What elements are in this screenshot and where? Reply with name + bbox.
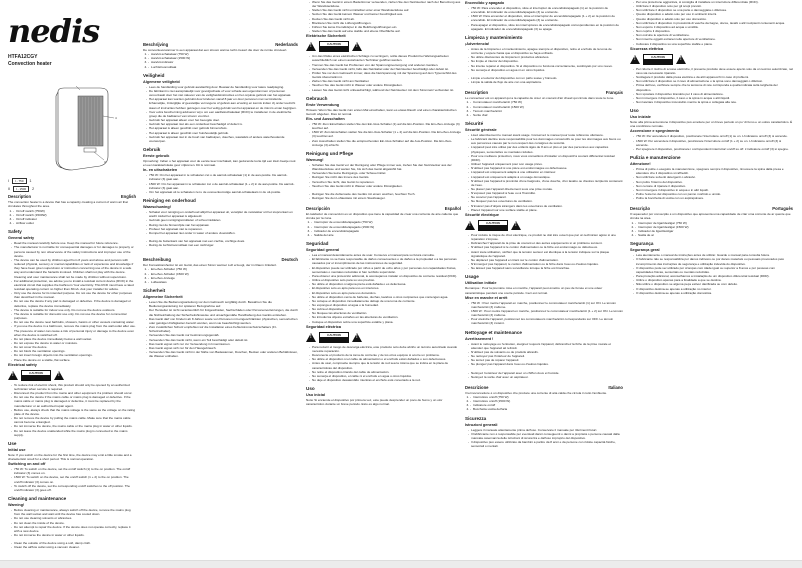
warning-triangle-icon: ! xyxy=(306,333,316,342)
heater-illustration xyxy=(8,86,136,176)
warning-triangle-icon: ! xyxy=(676,55,686,64)
heater-drawing-icon xyxy=(8,86,136,176)
general-safety-heading: Sécurité générale xyxy=(465,127,497,132)
initial-use-heading: Uso inicial xyxy=(306,393,325,398)
safety-heading: Sécurité xyxy=(465,120,484,126)
switch-legend-2: II I - 1500 2 xyxy=(8,187,35,192)
switching-heading: Ein- und Ausschalten xyxy=(306,116,345,121)
initial-use-heading: Uso iniziale xyxy=(630,115,651,120)
caution-label: CAUTION xyxy=(21,370,51,381)
initial-use-heading: Utilisation initiale xyxy=(465,281,497,286)
warning-heading: Attenzione! xyxy=(630,162,651,167)
section-header-italian: Descrizione Italiano xyxy=(465,384,623,390)
column-english: nedis HTFA12CGY Convection heater 4 3 I I - 750 1 II I - 1500 2 Description English The convection heater is a device that has a capacity creating a current of warm air that circulates throughout the area. - 1. On/off switch (750W) - 2. On/off switch (1500W) - 3. On/off indicator - 4. Airflow outlet Safety General safety - Read the manual carefully before use. Keep the manual for future reference. - The manufacturer is not liable for consequential damages or for damages to property or persons caused by non observance of the safety instructions and improper use of the device. - The device can be used by children aged from 8 years and above and persons with reduced physical, sensory or mental capabilities or lack of experience and knowledge if they have been given supervision or instruction concerning use of the device in a safe way and understand the hazards involved. Children shall not play with the device. Cleaning and user maintenance shall not be made by children without supervision. - For additional protection, we advise you to install a residual current device (RCD) in the electrical circuit that supplies the bathroom Your electricity. This RCD must have a rated residual operating current no higher than 30mA. Ask your installer for advice. - Only use the device for its intended purpose. Do not use the device for other purposes than described in the manual. - Do not use the device if any part is damaged or defective. If the device is damaged or defective, replace the device immediately. - The device is suitable for indoor use only. Do not use the device outdoors. - The device is suitable for domestic use only. Do not use the device for commercial purposes. - Do not use the device near bathtubs, showers, basins or other vessels containing water. - If you use the device in a bathroom, remove the mains plug from the wall outlet after use. The presence of water can cause a risk of personal injury or damage to the device even when the device is switched off. - Do not place the device immediately below a wall socket. - Do not expose the device to water or moisture. - Do not cover the device. - Do not block the ventilation openings. - Do not insert foreign objects into the ventilation openings. - Place the device on a stable, flat surface. Electrical safety ! CAUTION ! - To reduce risk of electric shock, this product should only be opened by an authorized technician when service is required. - Disconnect the product from the mains and other equipment if a problem should occur. - Do not use the device if the mains cable or mains plug is damaged or defective. If the mains cable or mains plug is damaged or defective, it must be replaced by the manufacturer or an authorized repair agent. - Before use, always check that the mains voltage is the same as the voltage on the rating plate of the device. - Do not remove the device by pulling the mains cable. Make sure that the mains cable cannot become entangled. - Do not immerse the device, the mains cable or the mains plug in water or other liquids. - Do not leave the device unattended while the mains plug is connected to the mains supply. Use Initial use Note: If you switch on the device for the first time, the device may emit a little smoke and a characteristic smell for a short period. This is normal operation. Switching on and off - 750 W: To switch on the device, set the on/off switch (1) to the on position. The on/off indicator (3) comes on. - 1500 W: To switch on the device, set the on/off switch (1 + 2) to the on position. The on/off indicator (3) comes on. - To switch off the device, set the corresponding on/off switches to the off position. The on/off indicator (3) goes off. Cleaning and maintenance Warning! - Before cleaning or maintenance, always switch off the device, remove the mains plug from the wall socket and wait until the device has cooled down. - Do not use cleaning solvents or abrasives. - Do not clean the inside of the device. - Do not attempt to repair the device. If the device does not operate correctly, replace it with a new device. - Do not immerse the device in water or other liquids. - Clean the outside of the device using a soft, damp cloth. - Clean the airflow outlet using a vacuum cleaner. xyxy=(8,0,136,549)
electrical-safety-heading: Seguridad eléctrica xyxy=(306,324,342,329)
language-label: Italiano xyxy=(608,384,623,390)
safety-heading: Seguridad xyxy=(306,241,329,247)
safety-heading: Sicurezza xyxy=(465,415,487,421)
cleaning-heading: Cleaning and maintenance xyxy=(8,496,67,502)
warning-triangle-icon: ! xyxy=(306,42,316,51)
caution-label: CAUTION xyxy=(319,41,349,52)
general-safety-list: - Read the manual carefully before use. Keep the manual for future reference. - The manufacturer is not liable for consequential damages or for damages to property or persons caused by non observance of the safety instructions and improper use of the device. - The device can be used by children aged from 8 years and above and persons with reduced physical, sensory or mental capabilities or lack of experience and knowledge if they have been given supervision or instruction concerning use of the device in a safe way and understand the hazards involved. Children shall not play with the device. Cleaning and user maintenance shall not be made by children without supervision. - For additional protection, we advise you to install a residual current device (RCD) in the electrical circuit that supplies the bathroom Your electricity. This RCD must have a rated residual operating current no higher than 30mA. Ask your installer for advice. - Only use the device for its intended purpose. Do not use the device for other purposes than described in the manual. - Do not use the device if any part is damaged or defective. If the device is damaged or defective, replace the device immediately. - The device is suitable for indoor use only. Do not use the device outdoors. - The device is suitable for domestic use only. Do not use the device for commercial purposes. - Do not use the device near bathtubs, showers, basins or other vessels containing water. - If you use the device in a bathroom, remove the mains plug from the wall outlet after use. The presence of water can cause a risk of personal injury or damage to the device even when the device is switched off. - Do not place the device immediately below a wall socket. - Do not expose the device to water or moisture. - Do not cover the device. - Do not block the ventilation openings. - Do not insert foreign objects into the ventilation openings. - Place the device on a stable, flat surface. xyxy=(8,241,136,362)
use-heading: Gebrauch xyxy=(306,95,328,101)
initial-use-heading: Erste Verwendung xyxy=(306,102,340,107)
cleaning-list: - Before cleaning or maintenance, always switch off the device, remove the mains plug from the wall socket and wait until the device has cooled down. - Do not use cleaning solvents or abrasives. - Do not clean the inside of the device. - Do not attempt to repair the device. If the device does not operate correctly, replace it with a new device. - Do not immerse the device in water or other liquids. xyxy=(8,508,136,537)
safety-heading: Sicherheit xyxy=(143,288,166,294)
column-italian-portuguese-danish: - Per una protezione aggiuntiva, si consiglia di installare un interruttore differenziale (RCD). - Utilizzare il dispositivo solo per gli scopi previsti. - Non utilizzare il dispositivo se una parte è danneggiata o difettosa. - Questo dispositivo è adatto solo per uso in ambienti interni. - Questo dispositivo è adatto solo per uso domestico. - Non utilizzare il dispositivo in prossimità di vasche da bagno, docce, lavabi o altri recipienti contenenti acqua. - Non esporre il dispositivo ad acqua o umidità. - Non coprire il dispositivo. - Non ostruire le aperture di ventilazione. - Non inserire oggetti estranei nelle aperture di ventilazione. - Collocare il dispositivo su una superficie stabile e piana. Sicurezza elettrica ! CAUTION ! - Per ridurre il rischio di scosse elettriche, il presente prodotto deve essere aperto solo da un tecnico autorizzato, nel caso sia necessario riparario. - Scollegare il prodotto dalla presa elettrica e da altri apparecchi in caso di problemi. - Non utilizzare il dispositivo se il cavo di alimentazione o la spina sono danneggiati o difettosi. - Prima dell'uso, verificare sempre che la tensione di rete corrisponda a quella indicata sulla targhetta del dispositivo. - Non spostare il dispositivo tirandolo per il cavo di alimentazione. - Non immergere il dispositivo, il cavo o la spina in acqua o altri liquidi. - Non lasciare il dispositivo incustodito mentre la spina è collegata alla rete. Uso Uso iniziale Nota: alla prima accensione il dispositivo può emettere per un breve periodo un po' di fumo e un odore caratteristico. È una condizione normale. Accensione e spegnimento - 750 W: Per accendere il dispositivo, posizionare l'interruttore on/off (1) su on. L'indicatore on/off (3) si accende. - 1500 W: Per accendere il dispositivo, posizionare l'interruttore on/off (1 + 2) su on. L'indicatore on/off (3) si accende. - Per spegnere il dispositivo, posizionare i corrispondenti interruttori on/off su off. L'indicatore on/off (3) si spegne. Pulizia e manutenzione Attenzione! - Prima di pulire o eseguire la manutenzione, spegnere sempre il dispositivo, rimuovere la spina dalla presa e attendere che il dispositivo si raffreddi. - Non utilizzare solventi detergenti o abrasivi. - Non pulire l'interno del dispositivo. - Non cercare di riparare il dispositivo. - Non immergere il dispositivo in acqua o in altri liquidi. - Pulire l'esterno del dispositivo con un panno morbido e umido. - Pulire la bocchetta di uscita con un aspirapolvere. Descrição Português O aquecedor por convecção é um dispositivo que apresenta uma capacidade de criar uma corrente de ar quente que circula na área. - 1. Interruptor de ligar/desligar (750 W) - 2. Interruptor de ligar/desligar (1500 W) - 3. Indicador de ligar/desligar - 4. Saída de ar Segurança Segurança geral - Leia atentamente o manual de instruções antes de utilizar. Guarde o manual para consulta futura. - O fabricante não se responsabiliza por danos indiretos ou por danos materiais ou pessoais provocados pelo incumprimento das instruções de segurança e utilização indevida do dispositivo. - O dispositivo pode ser utilizado por crianças com idade igual ou superior a 8 anos e por pessoas com capacidades físicas, sensoriais ou mentais reduzidas. - Para proteção adicional, aconselhamos a instalação de um dispositivo diferencial residual (DDR). - Utilize o dispositivo apenas para a finalidade a que se destina. - Não utilize o dispositivo se alguma peça estiver danificada ou com defeito. - O dispositivo destina-se apenas a utilização no interior. - O dispositivo destina-se apenas a utilização doméstica. xyxy=(630,0,793,295)
switching-heading: In- en uitschakelen xyxy=(143,168,178,173)
caution-label: CAUTION xyxy=(319,332,349,343)
language-label: Nederlands xyxy=(275,42,298,47)
language-label: Deutsch xyxy=(281,257,298,263)
warning-heading: Waarschuwing! xyxy=(143,205,171,210)
svg-text:3: 3 xyxy=(104,160,106,164)
cleaning-heading: Limpieza y mantenimiento xyxy=(465,34,523,40)
switching-heading: Mise en marche et arrêt xyxy=(465,295,508,300)
parts-list: - 1. On/off switch (750W) - 2. On/off switch (1500W) - 3. On/off indicator - 4. Airflow outlet xyxy=(8,209,136,226)
section-header-spanish: Descripción Español xyxy=(306,206,461,212)
warning-heading: Warnung! xyxy=(306,157,324,162)
safety-heading: Segurança xyxy=(630,241,654,247)
use-heading: Uso xyxy=(630,108,639,114)
column-dutch-german: Beschrijving Nederlands De convectieverwarmer is een apparaat dat een stroom warme lucht creëert die door de ruimte circuleert. - 1. Aan/uit-schakelaar (750 W) - 2. Aan/uit-schakelaar (1500 W) - 3. Aan/uit-indicator - 4. Luchtstroomuitlaat Veiligheid Algemene veiligheid - Lees de handleiding voor gebruik aandachtig door. Bewaar de handleiding voor latere raadpleging. - De fabrikant is niet aansprakelijk voor gevolgschade of voor schade aan eigendommen of personen veroorzaakt door het niet naleven van de veiligheidsinstructies en het onjuiste gebruik van het apparaat. - Het apparaat kan worden gebruikt door kinderen vanaf 8 jaar en door personen met verminderde lichamelijke, zintuiglijke of geestelijke vermogens of gebrek aan ervaring en kennis indien zij onder toezicht staan of instructies hebben gekregen over het veilig gebruik van het apparaat en de risico's ervan begrijpen. - Voor extra bescherming adviseren wij u om een aardlekschakelaar (RCD) te installeren in de elektrische groep die de badkamer van stroom voorziet. - Gebruik het apparaat alleen voor het beoogde doel. - Gebruik het apparaat niet als een onderdeel beschadigd of defect is. - Het apparaat is alleen geschikt voor gebruik binnenshuis. - Het apparaat is alleen geschikt voor huishoudelijk gebruik. - Gebruik het apparaat niet in de buurt van badkuipen, douches, wastafels of andere waterhoudende voorwerpen. Gebruik Eerste gebruik Opmerking: Indien u het apparaat voor de eerste keer inschakelt, kan gedurende korte tijd een klein beetje rook en een karakteristieke geur vrijkomen. Dit is normaal. In- en uitschakelen - 750 W: Om het apparaat in te schakelen zet u de aan/uit-schakelaar (1) in de aan-positie. De aan/uit-indicator (3) gaat aan. - 1500 W: Om het apparaat in te schakelen zet u de aan/uit-schakelaar (1 + 2) in de aan-positie. De aan/uit-indicator (3) gaat aan. - Om het apparaat uit te schakelen zet u de overeenkomstige aan/uit-schakelaars in de uit-positie. Reiniging en onderhoud Waarschuwing! - Schakel voor reiniging en onderhoud altijd het apparaat uit, verwijder de netstekker uit het stopcontact en wacht totdat het apparaat is afgekoeld. - Gebruik geen reinigingsmiddelen of schuurmiddelen. - Reinig niet de binnenzijde van het apparaat. - Probeer het apparaat niet te repareren. - Dompel het apparaat niet onder in water of andere vloeistoffen. - Reinig de buitenkant van het apparaat met een zachte, vochtige doek. - Reinig de luchtstroomuitlaat met een stofzuiger. Beschreibung Deutsch Der Konvektionsheizer ist ein Gerät, das einen Strom warmer Luft erzeugt, der im Raum zirkuliert. - 1. Ein-/Aus-Schalter (750 W) - 2. Ein-/Aus-Schalter (1500 W) - 3. Ein-/Aus-Anzeige - 4. Luftauslass Sicherheit Allgemeine Sicherheit - Lesen Sie die Bedienungsanleitung vor dem Gebrauch sorgfältig durch. Bewahren Sie die Bedienungsanleitung zur späteren Bezugnahme auf. - Der Hersteller ist nicht verantwortlich für Folgeschäden, Sachschäden oder Personenverletzungen, die durch die Nichteinhaltung der Sicherheitshinweise und unsachgemäße Handhabung des Geräts entstehen. - Das Gerät darf von Kindern ab 8 Jahren sowie von Personen mit eingeschränkten physischen, sensorischen oder geistigen Fähigkeiten benutzt werden, wenn sie beaufsichtigt werden. - Zum zusätzlichen Schutz empfehlen wir die Installation eines Fehlerstromschutzschalters (FI-Schutzschalter). - Verwenden Sie das Gerät nur bestimmungsgemäß. - Verwenden Sie das Gerät nicht, wenn ein Teil beschädigt oder defekt ist. - Das Gerät eignet sich nur zur Verwendung in Innenräumen. - Das Gerät eignet sich nur für den Hausgebrauch. - Verwenden Sie das Gerät nicht in der Nähe von Badewannen, Duschen, Becken oder anderen Behältnissen, die Wasser enthalten. xyxy=(143,0,298,358)
electrical-safety-heading: Sécurité électrique xyxy=(465,212,499,217)
general-safety-heading: Seguridad general xyxy=(306,248,340,253)
electrical-safety-heading: Sicurezza elettrica xyxy=(630,46,664,51)
warning-triangle-icon: ! xyxy=(8,371,18,380)
use-heading: Gebruik xyxy=(143,146,161,152)
warning-triangle-icon: ! xyxy=(465,221,475,230)
caution-symbols xyxy=(306,41,461,52)
brand-logo: nedis xyxy=(8,12,100,50)
switching-heading: Switching on and off xyxy=(8,462,46,467)
use-heading: Usage xyxy=(465,274,479,280)
switching-heading: Accensione e spegnimento xyxy=(630,129,680,134)
caution-symbols xyxy=(630,54,793,65)
warning-heading: Warning! xyxy=(8,503,25,508)
cleaning-extra-list: - Clean the outside of the device using a soft, damp cloth. - Clean the airflow outlet using a vacuum cleaner. xyxy=(8,541,136,549)
general-safety-heading: Segurança geral xyxy=(630,248,660,253)
warning-heading: ¡Advertencia! xyxy=(465,41,490,46)
general-safety-heading: General safety xyxy=(8,236,35,241)
section-header-dutch: Beschrijving Nederlands xyxy=(143,42,298,47)
column-german-spanish: - Wenn Sie das Gerät in einem Badezimmer verwenden, ziehen Sie den Netzstecker nach der Benutzung aus der Wandsteckdose. - Stellen Sie das Gerät nicht unmittelbar unter einer Wandsteckdose auf. - Setzen Sie das Gerät keinem Wasser und keiner Feuchtigkeit aus. - Decken Sie das Gerät nicht ab. - Blockieren Sie nicht die Lüftungsöffnungen. - Führen Sie keine Fremdkörper in die Belüftungsöffnungen ein. - Stellen Sie das Gerät auf eine stabile und ebene Oberfläche auf. Elektrische Sicherheit ! CAUTION ! - Um das Risiko eines elektrischen Schlags zu verringern, sollte dieses Produkt bei Wartungsarbeiten ausschließlich von einem autorisierten Techniker geöffnet werden. - Trennen Sie das Gerät bei Problemen von der Spannungsversorgung und anderen Geräten. - Verwenden Sie das Gerät nicht, falls das Netzkabel oder der Netzstecker beschädigt oder defekt ist. - Prüfen Sie vor dem Gebrauch immer, dass die Netzspannung mit der Spannung auf dem Typenschild des Geräts übereinstimmt. - Ziehen Sie das Gerät nicht am Netzkabel. - Tauchen Sie das Gerät nicht in Wasser oder andere Flüssigkeiten. - Lassen Sie das Gerät nicht unbeaufsichtigt, während der Netzstecker mit dem Stromnetz verbunden ist. Gebrauch Erste Verwendung Hinweis: Wenn Sie das Gerät zum ersten Mal einschalten, kann es etwas Rauch und einen charakteristischen Geruch abgeben. Dies ist normal. Ein- und Ausschalten - 750 W: Zum Einschalten stellen Sie den Ein-/Aus-Schalter (1) auf die Ein-Position. Die Ein-/Aus-Anzeige (3) leuchtet auf. - 1500 W: Zum Einschalten stellen Sie die Ein-/Aus-Schalter (1 + 2) auf die Ein-Position. Die Ein-/Aus-Anzeige (3) leuchtet auf. - Zum Ausschalten stellen Sie die entsprechenden Ein-/Aus-Schalter auf die Aus-Position. Die Ein-/Aus-Anzeige (3) erlischt. Reinigung und Pflege Warnung! - Schalten Sie das Gerät vor der Reinigung oder Pflege immer aus, ziehen Sie den Netzstecker aus der Wandsteckdose und warten Sie, bis sich das Gerät abgekühlt hat. - Verwenden Sie keine Reinigungs- oder Scheuermittel. - Reinigen Sie nicht das Innere des Geräts. - Versuchen Sie nicht, das Gerät zu reparieren. - Tauchen Sie das Gerät nicht in Wasser oder andere Flüssigkeiten. - Reinigen Sie die Außenseite des Geräts mit einem weichen, feuchten Tuch. - Reinigen Sie den Luftauslass mit einem Staubsauger. Descripción Español El calefactor de convección es un dispositivo que tiene la capacidad de crear una corriente de aire caliente que circula por la zona. - 1. Interruptor de encendido/apagado (750 W) - 2. Interruptor de encendido/apagado (1500 W) - 3. Indicador de encendido/apagado - 4. Salida del aire Seguridad Seguridad general - Lea el manual detenidamente antes de usar. Conserve el manual para su futura consulta. - El fabricante no se hace responsable de daños consecuentes o de daños a la propiedad o a las personas causados por el incumplimiento de las instrucciones de seguridad. - El dispositivo puede ser utilizado por niños a partir de ocho años y por personas con capacidades físicas, sensoriales o mentales reducidas si han recibido supervisión. - Para obtener una protección adicional, le aconsejamos instalar un dispositivo de corriente residual (RCD). - Utilice el dispositivo solo para su uso previsto. - No utilice el dispositivo si alguna pieza está dañada o es defectuosa. - El dispositivo solo es apto para uso en interiores. - El dispositivo solo es apto para uso doméstico. - No utilice el dispositivo cerca de bañeras, duchas, lavabos u otros recipientes que contengan agua. - No coloque el dispositivo inmediatamente debajo de una toma de corriente. - No exponga el dispositivo al agua o la humedad. - No cubra el dispositivo. - No bloquee las aberturas de ventilación. - No introduzca objetos extraños en las aberturas de ventilación. - Coloque el dispositivo sobre una superficie estable y plana. Seguridad eléctrica ! CAUTION ! - Para reducir el riesgo de descarga eléctrica, este producto solo debe abrirlo un técnico autorizado cuando necesite reparación. - Desconecte el producto de la toma de corriente y de los otros equipos si ocurre un problema. - No utilice el dispositivo si el cable de alimentación o el enchufe están dañados o son defectuosos. - Antes de usar, compruebe siempre que la tensión de red sea la misma que se indica en la placa de características del dispositivo. - No retire el dispositivo tirando del cable de alimentación. - No sumerja el dispositivo, el cable ni el enchufe en agua u otros líquidos. - No deje el dispositivo desatendido mientras el enchufe esté conectado a la red. Uso Uso inicial Nota: Si enciende el dispositivo por primera vez, este puede desprender un poco de humo y un olor característico durante un breve periodo. Esto es algo normal. xyxy=(306,0,461,406)
warning-heading: Avertissement ! xyxy=(465,336,494,341)
product-title: Convection heater xyxy=(8,61,52,67)
cleaning-heading: Reinigung und Pflege xyxy=(306,150,354,156)
section-header-english: Description English xyxy=(8,194,136,200)
switching-list: - 750 W: To switch on the device, set the on/off switch (1) to the on position. The on/off indicator (3) comes on. - 1500 W: To switch on the device, set the on/off switch (1 + 2) to the on position. The on/off indicator (3) comes on. - To switch off the device, set the corresponding on/off switches to the off position. The on/off indicator (3) goes off. xyxy=(8,467,136,492)
caution-symbols xyxy=(306,332,461,343)
warning-triangle-icon: ! xyxy=(511,221,521,230)
initial-use-heading: Initial use xyxy=(8,447,26,452)
language-label: English xyxy=(120,194,136,200)
warning-triangle-icon: ! xyxy=(352,42,362,51)
switch-750: I - 750 xyxy=(12,178,27,184)
model-number: HTFA12CGY xyxy=(8,54,38,60)
electrical-safety-list: - To reduce risk of electric shock, this product should only be opened by an authorized technician when service is required. - Disconnect the product from the mains and other equipment if a problem should occur. - Do not use the device if the mains cable or mains plug is damaged or defective. If the mains cable or mains plug is damaged or defective, it must be replaced by the manufacturer or an authorized repair agent. - Before use, always check that the mains voltage is the same as the voltage on the rating plate of the device. - Do not remove the device by pulling the mains cable. Make sure that the mains cable cannot become entangled. - Do not immerse the device, the mains cable or the mains plug in water or other liquids. - Do not leave the device unattended while the mains plug is connected to the mains supply. xyxy=(8,383,136,437)
switching-heading: Encendido y apagado xyxy=(465,1,505,5)
safety-heading: Safety xyxy=(8,229,22,235)
caution-label: CAUTION xyxy=(643,54,673,65)
language-label: Português xyxy=(772,206,793,212)
general-safety-heading: Allgemeine Sicherheit xyxy=(143,295,183,300)
use-heading: Use xyxy=(8,440,17,446)
caution-label: CAUTION xyxy=(478,220,508,231)
section-header-french: Description Français xyxy=(465,90,623,96)
svg-text:4: 4 xyxy=(115,116,117,120)
language-label: Español xyxy=(444,206,461,212)
column-spanish-french-italian: Encendido y apagado - 750 W: Para encender el dispositivo, sitúe el interruptor de encendido/apagado (1) en la posición de encendido. El indicador de encendido/apagado (3) se enciende. - 1500 W: Para encender el dispositivo, sitúe el interruptor de encendido/apagado (1 + 2) en la posición de encendido. El indicador de encendido/apagado (3) se enciende. - Para apagar el dispositivo, sitúe los interruptores de encendido/apagado correspondientes en la posición de apagado. El indicador de encendido/apagado (3) se apaga. Limpieza y mantenimiento ¡Advertencia! - Antes de la limpieza o el mantenimiento, apague siempre el dispositivo, retire el enchufe de la toma de corriente y espere hasta que el dispositivo se haya enfriado. - No utilice disolventes de limpieza ni productos abrasivos. - No limpie el interior del dispositivo. - No intente reparar el dispositivo. Si el dispositivo no funciona correctamente, sustitúyalo por uno nuevo. - No sumerja el dispositivo en agua ni en otros líquidos. - Limpie el exterior del dispositivo con un paño suave y húmedo. - Limpie la salida de flujo de aire con una aspiradora. Description Français Le convecteur est un appareil qui a la capacité de créer un courant d'air chaud qui circule dans toute la zone. - 1. Commutateur marche/arrêt (750 W) - 2. Commutateur marche/arrêt (1500 W) - 3. Témoin marche/arrêt - 4. Sortie d'air Sécurité Sécurité générale - Lisez attentivement le manuel avant usage. Conservez le manuel pour toute référence ultérieure. - Le fabricant décline toute responsabilité pour les dommages consécutifs ou pour les dommages aux biens ou aux personnes causés par le non-respect des consignes de sécurité. - L'appareil peut être utilisé par des enfants âgés de 8 ans et plus et par des personnes aux capacités physiques, sensorielles ou mentales réduites. - Pour une meilleure protection, nous vous conseillons d'installer un dispositif à courant différentiel résiduel (DDR). - Utilisez l'appareil uniquement pour son usage prévu. - N'utilisez pas l'appareil si une pièce est endommagée ou défectueuse. - L'appareil est uniquement adapté à une utilisation en intérieur. - L'appareil est uniquement adapté à un usage domestique. - N'utilisez pas l'appareil à proximité d'une baignoire, d'une douche, d'un lavabo ou d'autres récipients contenant de l'eau. - Ne placez pas l'appareil directement sous une prise murale. - N'exposez pas l'appareil à l'eau ou à l'humidité. - Ne couvrez pas l'appareil. - Ne bloquez pas les ouvertures de ventilation. - N'insérez pas d'objets étrangers dans les ouvertures de ventilation. - Placez l'appareil sur une surface stable et plane. Sécurité électrique ! CAUTION ! - Pour réduire le risque de choc électrique, ce produit ne doit être ouvert que par un technicien agréé si une réparation s'impose. - Débranchez l'appareil de la prise de courant et des autres équipements si un problème survient. - N'utilisez pas l'appareil si le cordon d'alimentation ou la fiche est endommagé ou défectueux. - Avant toute utilisation, vérifiez que la tension secteur est identique à la tension indiquée sur la plaque signalétique de l'appareil. - Ne déplacez pas l'appareil en tirant sur le cordon d'alimentation. - N'immergez pas l'appareil, le cordon d'alimentation ou la fiche dans l'eau ou d'autres liquides. - Ne laissez pas l'appareil sans surveillance lorsque la fiche est branchée. Usage Utilisation initiale Remarque : Pour la première mise en marche, l'appareil peut émettre un peu de fumée et une odeur caractéristique pendant une courte période. Ceci est normal. Mise en marche et arrêt - 750 W : Pour mettre l'appareil en marche, positionnez le commutateur marche/arrêt (1) sur ON. Le témoin marche/arrêt (3) s'allume. - 1500 W : Pour mettre l'appareil en marche, positionnez le commutateur marche/arrêt (1 + 2) sur ON. Le témoin marche/arrêt (3) s'allume. - Pour éteindre l'appareil, positionnez les commutateurs marche/arrêt correspondants sur OFF. Le témoin marche/arrêt (3) s'éteint. Nettoyage et maintenance Avertissement ! - Avant le nettoyage ou l'entretien, éteignez toujours l'appareil, débranchez la fiche de la prise murale et attendez que l'appareil ait refroidi. - N'utilisez pas de solvants ou de produits abrasifs. - Ne nettoyez pas l'intérieur de l'appareil. - Ne tentez pas de réparer l'appareil. - Ne plongez pas l'appareil dans l'eau ou d'autres liquides. - Nettoyez l'extérieur de l'appareil avec un chiffon doux et humide. - Nettoyez la sortie d'air avec un aspirateur. Descrizione Italiano Il termoconvettore è un dispositivo che produce una corrente di aria calda che circola in tutto l'ambiente. - 1. Interruttore on/off (750 W) - 2. Interruttore on/off (1500 W) - 3. Indicatore on/off - 4. Bocchetta uscita dell'aria Sicurezza Istruzioni generali - Leggere il manuale attentamente prima dell'uso. Conservare il manuale per riferimenti futuri. - Il fabbricante non è responsabile per eventuali danni conseguenti o danni a proprietà o persone causati dalla mancata osservanza delle istruzioni di sicurezza e dall'uso improprio del dispositivo. - Il dispositivo può essere utilizzato da bambini a partire da 8 anni e da persone con ridotte capacità fisiche, sensoriali o mentali. xyxy=(465,0,623,448)
warning-triangle-icon: ! xyxy=(54,371,64,380)
warning-triangle-icon: ! xyxy=(630,55,640,64)
language-label: Français xyxy=(605,90,623,96)
section-header-portuguese: Descrição Português xyxy=(630,206,793,212)
electrical-safety-heading: Electrical safety xyxy=(8,362,37,367)
safety-heading: Veiligheid xyxy=(143,72,165,78)
cleaning-heading: Pulizia e manutenzione xyxy=(630,155,681,161)
caution-symbols xyxy=(465,220,623,231)
switch-1500: I - 1500 xyxy=(13,186,29,192)
switch-legend: I I - 750 1 xyxy=(8,179,32,183)
electrical-safety-heading: Elektrische Sicherheit xyxy=(306,34,346,39)
section-header-german: Beschreibung Deutsch xyxy=(143,257,298,263)
warning-triangle-icon: ! xyxy=(352,333,362,342)
cleaning-heading: Reiniging en onderhoud xyxy=(143,198,196,204)
cleaning-heading: Nettoyage et maintenance xyxy=(465,329,522,335)
use-heading: Uso xyxy=(306,386,315,392)
initial-use-heading: Eerste gebruik xyxy=(143,153,170,158)
general-safety-heading: Istruzioni generali xyxy=(465,422,498,427)
general-safety-heading: Algemene veiligheid xyxy=(143,79,180,84)
caution-symbols xyxy=(8,370,136,381)
